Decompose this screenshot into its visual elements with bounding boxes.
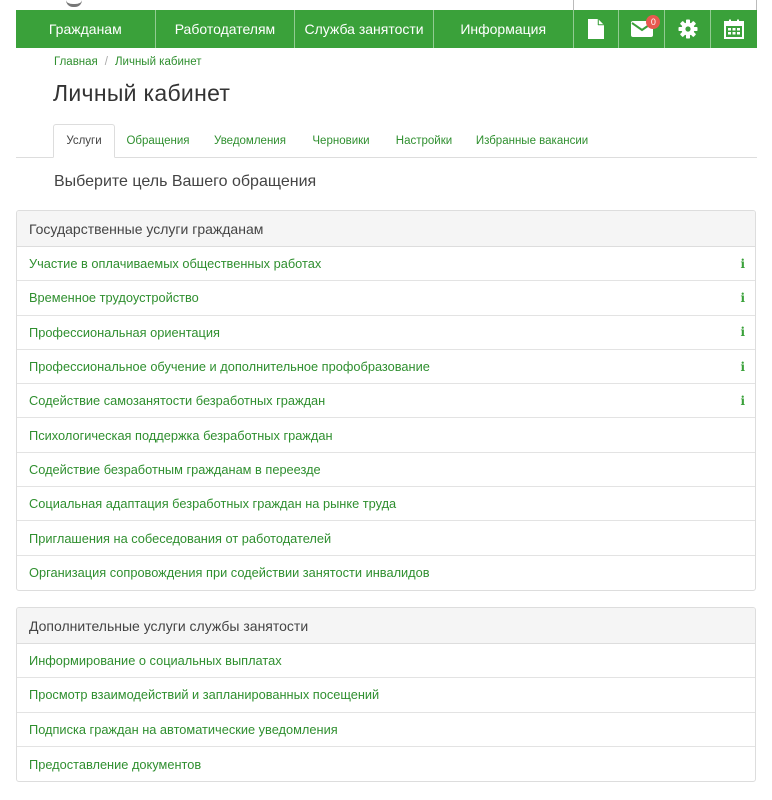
page-title: Личный кабинет (53, 80, 231, 106)
panel-additional-services (16, 607, 756, 782)
list-item-label: Временное трудоустройство (29, 290, 199, 306)
nav-citizens[interactable]: Гражданам (16, 10, 156, 48)
list-item-label: Предоставление документов (29, 756, 202, 772)
divider (756, 0, 757, 10)
list-item[interactable] (17, 521, 755, 555)
list-item[interactable] (17, 713, 755, 747)
list-item-label: Психологическая поддержка безработных граждан (29, 427, 333, 443)
breadcrumb-current[interactable]: Личный кабинет (114, 56, 202, 68)
info-icon[interactable]: i (740, 359, 745, 374)
tab-favorite-vacancies[interactable]: Избранные вакансии (475, 134, 589, 147)
list-item-label: Профессиональная ориентация (29, 324, 220, 340)
list-item-label: Информирование о социальных выплатах (29, 653, 282, 669)
mail-icon[interactable] (619, 10, 665, 48)
list-item[interactable] (17, 350, 755, 384)
top-strip (0, 0, 772, 10)
breadcrumb-separator: / (104, 56, 108, 68)
tab-bar (16, 124, 757, 158)
list-item-label: Содействие безработным гражданам в переезде (29, 461, 321, 477)
gear-icon[interactable] (665, 10, 711, 48)
info-icon[interactable]: i (740, 393, 745, 408)
nav-information[interactable]: Информация (434, 10, 574, 48)
list-item-label: Социальная адаптация безработных граждан на рынке труда (29, 496, 397, 512)
nav-employers[interactable]: Работодателям (156, 10, 296, 48)
list-item[interactable] (17, 678, 755, 712)
list-item[interactable] (17, 247, 755, 281)
list-item[interactable] (17, 316, 755, 350)
main-navbar (16, 10, 757, 48)
divider (573, 0, 574, 10)
panel-heading: Дополнительные услуги службы занятости (17, 608, 755, 644)
breadcrumb (54, 56, 202, 68)
list-item-label: Просмотр взаимодействий и запланированных посещений (29, 687, 380, 703)
calendar-icon[interactable] (711, 10, 757, 48)
list-item-label: Профессиональное обучение и дополнительное профобразование (29, 359, 430, 375)
tab-services[interactable]: Услуги (53, 124, 115, 158)
list-item-label: Приглашения на собеседования от работодателей (29, 530, 332, 546)
mail-badge: 0 (646, 15, 660, 29)
list-item[interactable] (17, 487, 755, 521)
nav-employment-service[interactable]: Служба занятости (295, 10, 434, 48)
info-icon[interactable]: i (740, 290, 745, 305)
tab-notifications[interactable]: Уведомления (214, 134, 286, 147)
panel-heading: Государственные услуги гражданам (17, 211, 755, 247)
section-subtitle: Выберите цель Вашего обращения (54, 173, 317, 190)
info-icon[interactable]: i (740, 256, 745, 271)
list-item-label: Участие в оплачиваемых общественных работах (29, 256, 322, 272)
panel-state-services (16, 210, 756, 591)
document-icon[interactable] (574, 10, 620, 48)
list-item[interactable] (17, 747, 755, 781)
list-item[interactable] (17, 281, 755, 315)
breadcrumb-home[interactable]: Главная (54, 56, 98, 68)
logo-fragment (66, 0, 82, 7)
list-item[interactable] (17, 418, 755, 452)
list-item-label: Содействие самозанятости безработных граждан (29, 393, 326, 409)
list-item-label: Организация сопровождения при содействии занятости инвалидов (29, 565, 430, 581)
list-item[interactable] (17, 453, 755, 487)
list-item[interactable] (17, 384, 755, 418)
list-item[interactable] (17, 644, 755, 678)
tab-requests[interactable]: Обращения (126, 134, 190, 147)
info-icon[interactable]: i (740, 325, 745, 340)
list-item-label: Подписка граждан на автоматические уведомления (29, 721, 338, 737)
tab-settings[interactable]: Настройки (395, 134, 453, 147)
tab-drafts[interactable]: Черновики (312, 134, 370, 147)
list-item[interactable] (17, 556, 755, 590)
